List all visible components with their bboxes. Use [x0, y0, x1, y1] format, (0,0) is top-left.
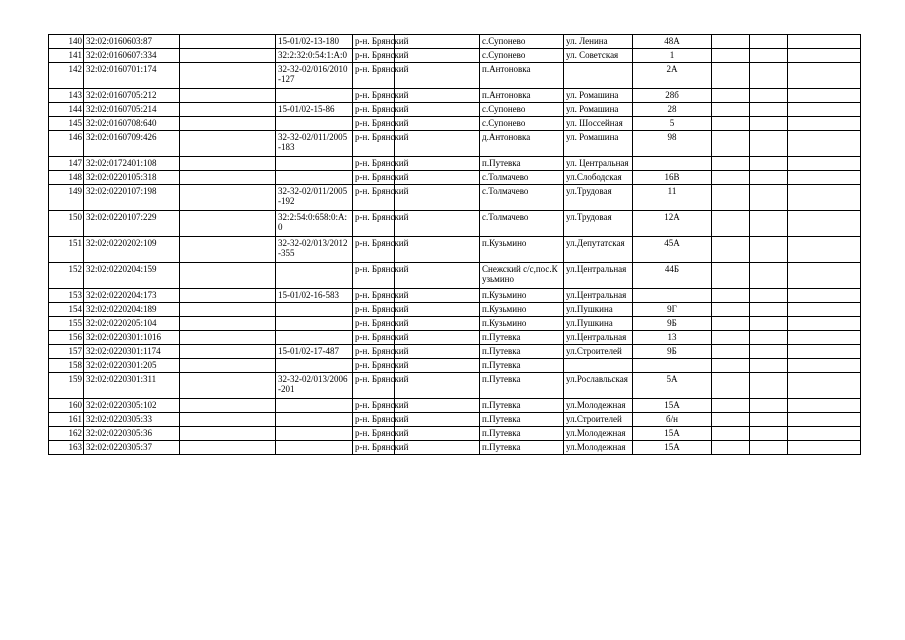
- district: р-н. Брянский: [353, 373, 395, 399]
- empty-cell: [180, 303, 276, 317]
- empty-cell: [750, 303, 788, 317]
- locality: с.Супонево: [480, 49, 564, 63]
- street: ул.Молодежная: [564, 427, 633, 441]
- locality: п.Антоновка: [480, 89, 564, 103]
- empty-cell: [712, 211, 750, 237]
- empty-cell: [180, 331, 276, 345]
- table-row: [49, 331, 861, 345]
- house-number: 13: [633, 331, 712, 345]
- locality: п.Путевка: [480, 359, 564, 373]
- empty-cell: [180, 289, 276, 303]
- house-number: [633, 289, 712, 303]
- district: р-н. Брянский: [353, 263, 395, 289]
- locality: п.Путевка: [480, 399, 564, 413]
- empty-cell: [788, 185, 861, 211]
- table-row: [49, 237, 861, 263]
- table-row: [49, 345, 861, 359]
- house-number: 5А: [633, 373, 712, 399]
- registration-number: 32-32-02/011/2005-183: [276, 131, 353, 157]
- empty-cell: [712, 89, 750, 103]
- street: [564, 63, 633, 89]
- district: р-н. Брянский: [353, 237, 395, 263]
- cadastral-number: 32:02:0172401:108: [84, 157, 180, 171]
- row-number: 153: [49, 289, 84, 303]
- empty-cell: [750, 345, 788, 359]
- empty-cell: [712, 117, 750, 131]
- empty-cell: [712, 441, 750, 455]
- table-body: [49, 35, 861, 455]
- empty-cell: [788, 289, 861, 303]
- empty-cell: [712, 157, 750, 171]
- empty-cell: [180, 345, 276, 359]
- street: [564, 359, 633, 373]
- registration-number: [276, 263, 353, 289]
- house-number: 48А: [633, 35, 712, 49]
- house-number: 11: [633, 185, 712, 211]
- empty-cell: [180, 117, 276, 131]
- table-row: [49, 263, 861, 289]
- table-row: [49, 289, 861, 303]
- empty-cell: [180, 373, 276, 399]
- cadastral-number: 32:02:0220305:36: [84, 427, 180, 441]
- house-number: 5: [633, 117, 712, 131]
- cadastral-number: 32:02:0220301:1016: [84, 331, 180, 345]
- house-number: [633, 157, 712, 171]
- empty-cell: [788, 263, 861, 289]
- district: р-н. Брянский: [353, 157, 395, 171]
- empty-cell: [788, 117, 861, 131]
- table-row: [49, 413, 861, 427]
- district: р-н. Брянский: [353, 103, 395, 117]
- locality: п.Путевка: [480, 345, 564, 359]
- empty-cell: [788, 49, 861, 63]
- cadastral-number: 32:02:0220107:198: [84, 185, 180, 211]
- row-number: 160: [49, 399, 84, 413]
- district: р-н. Брянский: [353, 63, 395, 89]
- empty-cell: [750, 373, 788, 399]
- cadastral-number: 32:02:0220305:37: [84, 441, 180, 455]
- empty-cell: [712, 171, 750, 185]
- table-row: [49, 185, 861, 211]
- registration-number: [276, 303, 353, 317]
- registration-number: 15-01/02-15-86: [276, 103, 353, 117]
- house-number: 16В: [633, 171, 712, 185]
- cadastral-number: 32:02:0220202:109: [84, 237, 180, 263]
- empty-cell: [712, 359, 750, 373]
- district: р-н. Брянский: [353, 49, 395, 63]
- empty-cell: [788, 89, 861, 103]
- empty-cell: [750, 89, 788, 103]
- empty-cell: [750, 317, 788, 331]
- street: ул.Строителей: [564, 345, 633, 359]
- street: ул.Центральная: [564, 263, 633, 289]
- empty-cell: [712, 185, 750, 211]
- row-number: 154: [49, 303, 84, 317]
- row-number: 143: [49, 89, 84, 103]
- row-number: 163: [49, 441, 84, 455]
- empty-cell: [712, 303, 750, 317]
- table-row: [49, 317, 861, 331]
- registration-number: [276, 317, 353, 331]
- district: р-н. Брянский: [353, 211, 395, 237]
- empty-cell: [788, 131, 861, 157]
- empty-cell: [180, 171, 276, 185]
- district: р-н. Брянский: [353, 427, 395, 441]
- table-row: [49, 399, 861, 413]
- empty-cell: [788, 171, 861, 185]
- district: р-н. Брянский: [353, 117, 395, 131]
- street: ул. Ленина: [564, 35, 633, 49]
- registration-number: [276, 157, 353, 171]
- district: р-н. Брянский: [353, 413, 395, 427]
- locality: п.Путевка: [480, 157, 564, 171]
- district: р-н. Брянский: [353, 185, 395, 211]
- street: ул.Молодежная: [564, 441, 633, 455]
- house-number: 2А: [633, 63, 712, 89]
- registration-number: 32-32-02/013/2012-355: [276, 237, 353, 263]
- locality: с.Толмачево: [480, 171, 564, 185]
- district: р-н. Брянский: [353, 131, 395, 157]
- house-number: [633, 359, 712, 373]
- locality: Снежский с/с,пос.Кузьмино: [480, 263, 564, 289]
- street: ул.Трудовая: [564, 211, 633, 237]
- table-row: [49, 373, 861, 399]
- cadastral-number: 32:02:0160607:334: [84, 49, 180, 63]
- house-number: б/н: [633, 413, 712, 427]
- table-row: [49, 427, 861, 441]
- empty-cell: [788, 427, 861, 441]
- empty-cell: [750, 331, 788, 345]
- house-number: 44Б: [633, 263, 712, 289]
- street: ул.Центральная: [564, 331, 633, 345]
- locality: с.Толмачево: [480, 211, 564, 237]
- district: р-н. Брянский: [353, 89, 395, 103]
- empty-cell: [180, 35, 276, 49]
- cadastral-number: 32:02:0160603:87: [84, 35, 180, 49]
- empty-cell: [180, 441, 276, 455]
- empty-cell: [712, 317, 750, 331]
- row-number: 161: [49, 413, 84, 427]
- table-row: [49, 117, 861, 131]
- row-number: 155: [49, 317, 84, 331]
- empty-cell: [750, 399, 788, 413]
- empty-cell: [712, 331, 750, 345]
- locality: с.Супонево: [480, 35, 564, 49]
- row-number: 140: [49, 35, 84, 49]
- registration-number: [276, 441, 353, 455]
- street: ул.Строителей: [564, 413, 633, 427]
- empty-cell: [180, 103, 276, 117]
- empty-cell: [750, 131, 788, 157]
- locality: п.Путевка: [480, 331, 564, 345]
- table-row: [49, 35, 861, 49]
- empty-cell: [750, 263, 788, 289]
- row-number: 148: [49, 171, 84, 185]
- empty-cell: [180, 359, 276, 373]
- empty-cell: [788, 211, 861, 237]
- registration-number: [276, 89, 353, 103]
- house-number: 9Б: [633, 345, 712, 359]
- empty-cell: [788, 441, 861, 455]
- row-number: 147: [49, 157, 84, 171]
- house-number: 12А: [633, 211, 712, 237]
- locality: п.Путевка: [480, 427, 564, 441]
- row-number: 146: [49, 131, 84, 157]
- empty-cell: [788, 63, 861, 89]
- street: ул. Ромашина: [564, 131, 633, 157]
- street: ул. Советская: [564, 49, 633, 63]
- row-number: 149: [49, 185, 84, 211]
- row-number: 158: [49, 359, 84, 373]
- empty-cell: [712, 345, 750, 359]
- house-number: 98: [633, 131, 712, 157]
- locality: п.Кузьмино: [480, 317, 564, 331]
- table-row: [49, 211, 861, 237]
- empty-cell: [712, 63, 750, 89]
- row-number: 151: [49, 237, 84, 263]
- registration-number: [276, 171, 353, 185]
- empty-cell: [788, 331, 861, 345]
- street: ул.Депутатская: [564, 237, 633, 263]
- empty-cell: [180, 427, 276, 441]
- locality: п.Путевка: [480, 373, 564, 399]
- empty-cell: [750, 441, 788, 455]
- registration-number: 15-01/02-17-487: [276, 345, 353, 359]
- street: ул. Ромашина: [564, 89, 633, 103]
- house-number: 9Б: [633, 317, 712, 331]
- empty-cell: [788, 103, 861, 117]
- locality: п.Кузьмино: [480, 237, 564, 263]
- table-row: [49, 157, 861, 171]
- cadastral-number: 32:02:0160705:214: [84, 103, 180, 117]
- registration-number: 15-01/02-16-583: [276, 289, 353, 303]
- empty-cell: [750, 413, 788, 427]
- row-number: 159: [49, 373, 84, 399]
- registration-number: 15-01/02-13-180: [276, 35, 353, 49]
- empty-cell: [750, 117, 788, 131]
- table-row: [49, 359, 861, 373]
- row-number: 152: [49, 263, 84, 289]
- locality: с.Супонево: [480, 117, 564, 131]
- empty-cell: [712, 373, 750, 399]
- cadastral-number: 32:02:0160708:640: [84, 117, 180, 131]
- locality: д.Антоновка: [480, 131, 564, 157]
- cadastral-number: 32:02:0220204:189: [84, 303, 180, 317]
- property-register-table: [48, 34, 861, 455]
- empty-cell: [750, 35, 788, 49]
- registration-number: 32:2:32:0:54:1:А:0: [276, 49, 353, 63]
- street: ул. Центральная: [564, 157, 633, 171]
- registration-number: [276, 331, 353, 345]
- cadastral-number: 32:02:0220305:33: [84, 413, 180, 427]
- house-number: 9Г: [633, 303, 712, 317]
- empty-cell: [788, 317, 861, 331]
- street: ул.Пушкина: [564, 317, 633, 331]
- empty-cell: [180, 49, 276, 63]
- registration-number: 32-32-02/011/2005-192: [276, 185, 353, 211]
- district: р-н. Брянский: [353, 171, 395, 185]
- cadastral-number: 32:02:0220305:102: [84, 399, 180, 413]
- locality: п.Кузьмино: [480, 289, 564, 303]
- empty-cell: [788, 35, 861, 49]
- registration-number: 32-32-02/016/2010-127: [276, 63, 353, 89]
- empty-cell: [180, 237, 276, 263]
- empty-cell: [712, 399, 750, 413]
- cadastral-number: 32:02:0220107:229: [84, 211, 180, 237]
- empty-cell: [750, 237, 788, 263]
- empty-cell: [180, 63, 276, 89]
- registration-number: [276, 117, 353, 131]
- empty-cell: [788, 345, 861, 359]
- empty-cell: [180, 399, 276, 413]
- empty-cell: [180, 157, 276, 171]
- empty-cell: [750, 157, 788, 171]
- empty-cell: [750, 211, 788, 237]
- empty-cell: [712, 103, 750, 117]
- house-number: 28: [633, 103, 712, 117]
- table-row: [49, 63, 861, 89]
- house-number: 45А: [633, 237, 712, 263]
- empty-cell: [712, 49, 750, 63]
- street: ул.Центральная: [564, 289, 633, 303]
- empty-cell: [750, 185, 788, 211]
- empty-cell: [712, 427, 750, 441]
- locality: с.Супонево: [480, 103, 564, 117]
- row-number: 142: [49, 63, 84, 89]
- empty-cell: [180, 317, 276, 331]
- empty-cell: [750, 49, 788, 63]
- empty-cell: [180, 263, 276, 289]
- row-number: 145: [49, 117, 84, 131]
- table-row: [49, 441, 861, 455]
- house-number: 1: [633, 49, 712, 63]
- cadastral-number: 32:02:0160709:426: [84, 131, 180, 157]
- cadastral-number: 32:02:0220204:173: [84, 289, 180, 303]
- registration-number: 32:2:54:0:658:0:А:0: [276, 211, 353, 237]
- district: р-н. Брянский: [353, 359, 395, 373]
- empty-cell: [750, 289, 788, 303]
- empty-cell: [712, 237, 750, 263]
- row-number: 144: [49, 103, 84, 117]
- empty-cell: [788, 237, 861, 263]
- district: р-н. Брянский: [353, 399, 395, 413]
- cadastral-number: 32:02:0220301:205: [84, 359, 180, 373]
- street: ул.Молодежная: [564, 399, 633, 413]
- row-number: 156: [49, 331, 84, 345]
- empty-cell: [750, 359, 788, 373]
- empty-cell: [788, 413, 861, 427]
- street: ул. Шоссейная: [564, 117, 633, 131]
- table-row: [49, 171, 861, 185]
- district: р-н. Брянский: [353, 317, 395, 331]
- house-number: 15А: [633, 427, 712, 441]
- street: ул.Пушкина: [564, 303, 633, 317]
- registration-number: 32-32-02/013/2006-201: [276, 373, 353, 399]
- locality: п.Кузьмино: [480, 303, 564, 317]
- empty-cell: [750, 63, 788, 89]
- house-number: 15А: [633, 399, 712, 413]
- empty-cell: [788, 157, 861, 171]
- cadastral-number: 32:02:0220301:1174: [84, 345, 180, 359]
- locality: п.Антоновка: [480, 63, 564, 89]
- district: р-н. Брянский: [353, 303, 395, 317]
- row-number: 162: [49, 427, 84, 441]
- district: р-н. Брянский: [353, 331, 395, 345]
- cadastral-number: 32:02:0160701:174: [84, 63, 180, 89]
- empty-cell: [180, 185, 276, 211]
- row-number: 157: [49, 345, 84, 359]
- district: р-н. Брянский: [353, 345, 395, 359]
- cadastral-number: 32:02:0160705:212: [84, 89, 180, 103]
- empty-cell: [712, 289, 750, 303]
- registration-number: [276, 427, 353, 441]
- cadastral-number: 32:02:0220301:311: [84, 373, 180, 399]
- empty-cell: [180, 413, 276, 427]
- street: ул.Слободская: [564, 171, 633, 185]
- district: р-н. Брянский: [353, 441, 395, 455]
- cadastral-number: 32:02:0220105:318: [84, 171, 180, 185]
- table-row: [49, 103, 861, 117]
- locality: п.Путевка: [480, 441, 564, 455]
- empty-cell: [788, 399, 861, 413]
- empty-cell: [712, 131, 750, 157]
- table-row: [49, 131, 861, 157]
- registration-number: [276, 399, 353, 413]
- locality: с.Толмачево: [480, 185, 564, 211]
- empty-cell: [180, 89, 276, 103]
- empty-cell: [750, 171, 788, 185]
- cadastral-number: 32:02:0220204:159: [84, 263, 180, 289]
- cadastral-number: 32:02:0220205:104: [84, 317, 180, 331]
- street: ул.Трудовая: [564, 185, 633, 211]
- empty-cell: [750, 103, 788, 117]
- table-row: [49, 49, 861, 63]
- locality: п.Путевка: [480, 413, 564, 427]
- empty-cell: [750, 427, 788, 441]
- empty-cell: [712, 413, 750, 427]
- registration-number: [276, 413, 353, 427]
- row-number: 141: [49, 49, 84, 63]
- empty-cell: [180, 211, 276, 237]
- row-number: 150: [49, 211, 84, 237]
- district: р-н. Брянский: [353, 289, 395, 303]
- empty-cell: [712, 35, 750, 49]
- street: ул. Ромашина: [564, 103, 633, 117]
- table-row: [49, 303, 861, 317]
- empty-cell: [788, 373, 861, 399]
- table-row: [49, 89, 861, 103]
- registration-number: [276, 359, 353, 373]
- house-number: 28б: [633, 89, 712, 103]
- empty-cell: [712, 263, 750, 289]
- street: ул.Рославльская: [564, 373, 633, 399]
- empty-cell: [788, 359, 861, 373]
- district: р-н. Брянский: [353, 35, 395, 49]
- empty-cell: [180, 131, 276, 157]
- house-number: 15А: [633, 441, 712, 455]
- empty-cell: [788, 303, 861, 317]
